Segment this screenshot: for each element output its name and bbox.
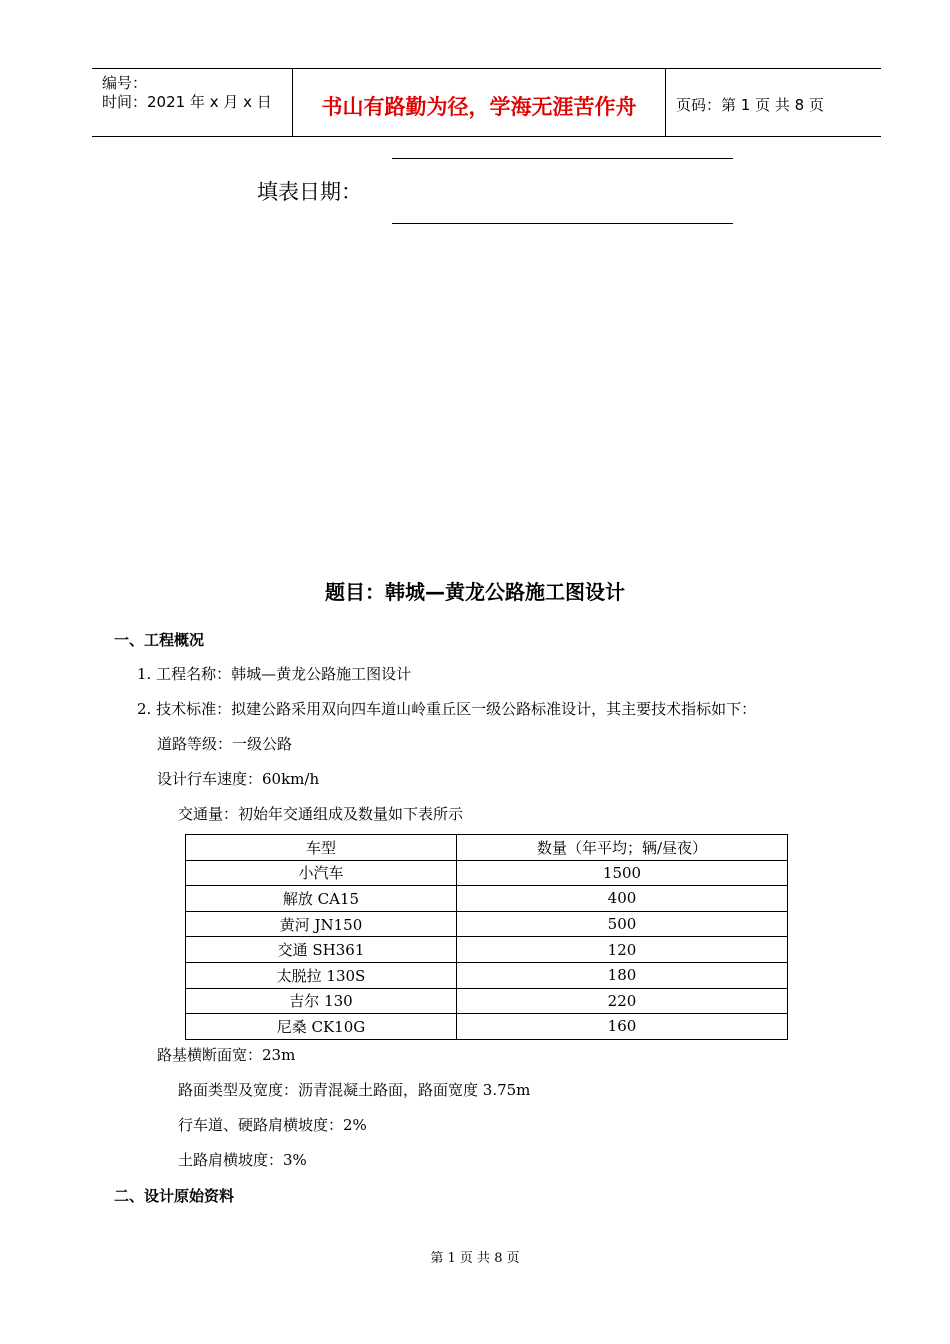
header-left-cell [92,69,293,136]
fill-date-top-line [392,158,733,159]
vehicle-type-cell: 交通 SH361 [186,937,457,963]
table-row [186,1014,788,1040]
motto: 书山有路勤为径，学海无涯苦作舟 [321,94,637,119]
table-row [186,911,788,937]
table-row [186,962,788,988]
table-header-cell: 数量（年平均；辆/昼夜） [457,835,788,861]
quantity-cell: 220 [457,988,788,1014]
quantity-cell: 120 [457,937,788,963]
quantity-cell: 160 [457,1014,788,1040]
fill-date-bottom-line [392,223,733,224]
document-title: 题目：韩城—黄龙公路施工图设计 [325,580,625,604]
fill-date-label: 填表日期： [257,180,362,204]
table-row [186,860,788,886]
soil-shoulder-slope: 土路肩横坡度：3% [178,1151,307,1169]
item-project-name: 1. 工程名称：韩城—黄龙公路施工图设计 [137,665,412,683]
traffic-table [185,834,788,1040]
header-page-cell [666,69,881,136]
table-row [186,988,788,1014]
roadbed-width: 路基横断面宽：23m [157,1046,296,1064]
vehicle-type-cell: 小汽车 [186,860,457,886]
pavement-type: 路面类型及宽度：沥青混凝土路面，路面宽度 3.75m [178,1081,531,1099]
page-footer: 第 1 页 共 8 页 [430,1251,520,1266]
traffic-intro: 交通量：初始年交通组成及数量如下表所示 [178,805,464,823]
section-heading-1: 一、工程概况 [114,631,205,649]
quantity-cell: 180 [457,962,788,988]
table-header-cell: 车型 [186,835,457,861]
vehicle-type-cell: 吉尔 130 [186,988,457,1014]
vehicle-type-cell: 解放 CA15 [186,886,457,912]
table-row [186,886,788,912]
page-label: 页码：第 1 页 共 8 页 [676,96,824,114]
road-grade: 道路等级：一级公路 [157,735,293,753]
section-heading-2: 二、设计原始资料 [114,1187,235,1205]
header-table [92,68,881,137]
item-technical-standard: 2. 技术标准：拟建公路采用双向四车道山岭重丘区一级公路标准设计，其主要技术指标如下： [137,700,757,718]
quantity-cell: 500 [457,911,788,937]
lane-cross-slope: 行车道、硬路肩横坡度：2% [178,1116,367,1134]
quantity-cell: 400 [457,886,788,912]
table-row [186,937,788,963]
header-motto-cell [293,69,666,136]
vehicle-type-cell: 尼桑 CK10G [186,1014,457,1040]
vehicle-type-cell: 太脱拉 130S [186,962,457,988]
design-speed: 设计行车速度：60km/h [157,770,320,788]
serial-label: 编号： [102,74,148,92]
table-header-row [186,835,788,861]
vehicle-type-cell: 黄河 JN150 [186,911,457,937]
quantity-cell: 1500 [457,860,788,886]
time-label: 时间：2021 年 x 月 x 日 [102,93,272,111]
